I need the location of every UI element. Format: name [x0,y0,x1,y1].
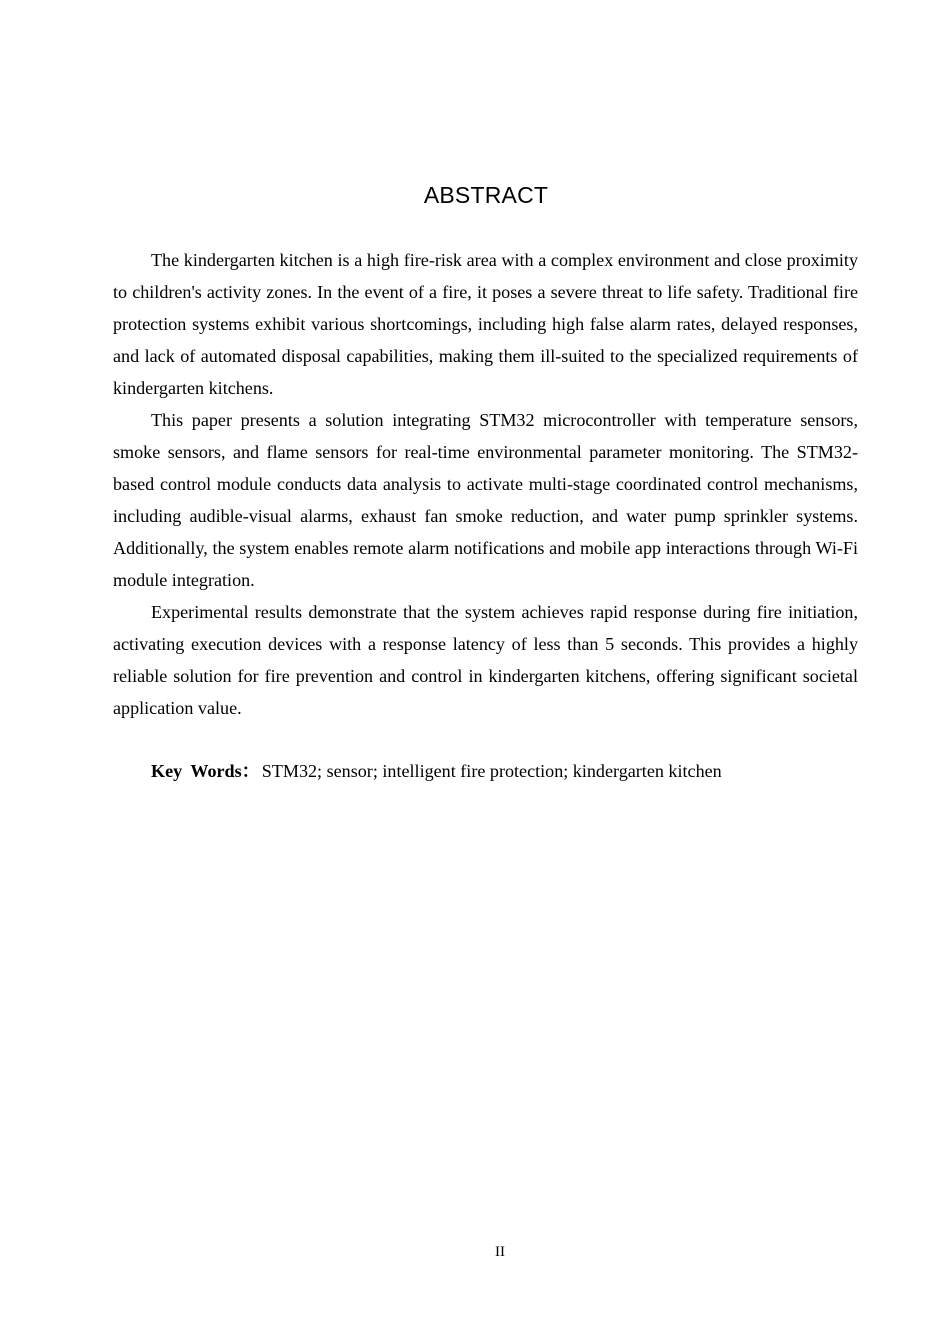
keywords-line [151,756,858,786]
keywords-value: STM32; sensor; intelligent fire protection; kindergarten kitchen [261,761,722,781]
abstract-paragraph-2: This paper presents a solution integrating STM32 microcontroller with temperature sensors, smoke sensors, and flame sensors for real-time environmental parameter monitoring. The STM32-based control module conducts data analysis to activate multi-stage coordinated control mechanisms, including audible-visual alarms, exhaust fan smoke reduction, and water pump sprinkler systems. Additionally, the system enables remote alarm notifications and mobile app interactions through Wi-Fi module integration. [113,410,858,590]
page-number: II [495,1244,505,1260]
keywords-label: Key Words [151,761,242,781]
keywords-colon: ： [241,761,260,781]
abstract-paragraph-3: Experimental results demonstrate that the system achieves rapid response during fire initiation, activating execution devices with a response latency of less than 5 seconds. This provides a highly reliable solution for fire prevention and control in kindergarten kitchens, offering significant societal application value. [113,602,858,718]
abstract-body [113,244,858,724]
abstract-paragraph-1: The kindergarten kitchen is a high fire-risk area with a complex environment and close proximity to children's activity zones. In the event of a fire, it poses a severe threat to life safety. Traditional fire protection systems exhibit various shortcomings, including high false alarm rates, delayed responses, and lack of automated disposal capabilities, making them ill-suited to the specialized requirements of kindergarten kitchens. [113,250,858,398]
abstract-title: ABSTRACT [423,182,549,208]
